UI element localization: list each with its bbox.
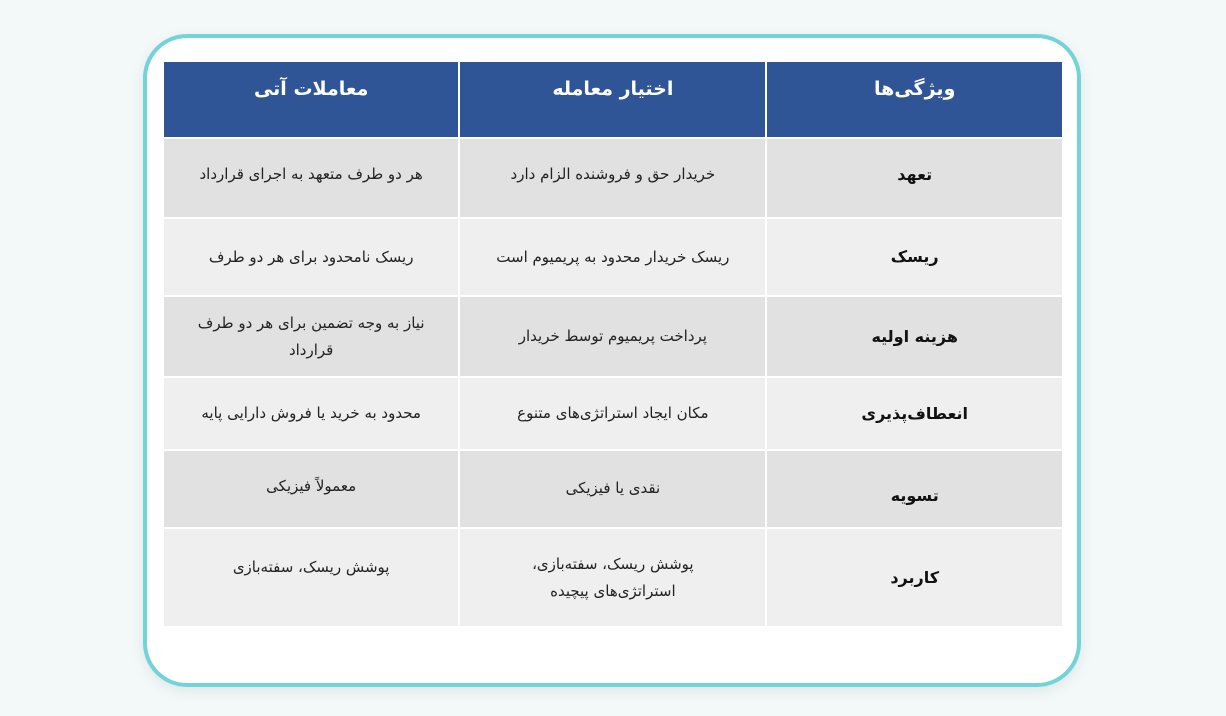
header-features: ویژگی‌ها — [767, 62, 1062, 137]
future-cell: هر دو طرف متعهد به اجرای قرارداد — [164, 139, 458, 217]
option-cell: مکان ایجاد استراتژی‌های متنوع — [460, 378, 765, 449]
option-cell: پرداخت پریمیوم توسط خریدار — [460, 297, 765, 376]
table-row — [164, 297, 1062, 376]
feature-cell: تسویه — [767, 451, 1062, 527]
future-cell: پوشش ریسک، سفته‌بازی — [164, 529, 458, 626]
table-row — [164, 378, 1062, 449]
option-cell: نقدی یا فیزیکی — [460, 451, 765, 527]
feature-cell: تعهد — [767, 139, 1062, 217]
feature-cell: انعطاف‌پذیری — [767, 378, 1062, 449]
future-cell: محدود به خرید یا فروش دارایی پایه — [164, 378, 458, 449]
option-cell: پوشش ریسک، سفته‌بازی، استراتژی‌های پیچیده — [460, 529, 765, 626]
future-cell: ریسک نامحدود برای هر دو طرف — [164, 219, 458, 295]
header-futures: معاملات آتی — [164, 62, 458, 137]
feature-cell: کاربرد — [767, 529, 1062, 626]
table-row — [164, 451, 1062, 527]
option-cell: ریسک خریدار محدود به پریمیوم است — [460, 219, 765, 295]
table-header-row — [164, 62, 1062, 137]
table-row — [164, 529, 1062, 626]
feature-cell: هزینه اولیه — [767, 297, 1062, 376]
table-row — [164, 219, 1062, 295]
comparison-card — [143, 34, 1081, 687]
comparison-table — [162, 60, 1064, 628]
future-cell: نیاز به وجه تضمین برای هر دو طرف قرارداد — [164, 297, 458, 376]
option-cell: خریدار حق و فروشنده الزام دارد — [460, 139, 765, 217]
table-row — [164, 139, 1062, 217]
feature-cell: ریسک — [767, 219, 1062, 295]
header-option: اختیار معامله — [460, 62, 765, 137]
future-cell: معمولاً فیزیکی — [164, 451, 458, 527]
